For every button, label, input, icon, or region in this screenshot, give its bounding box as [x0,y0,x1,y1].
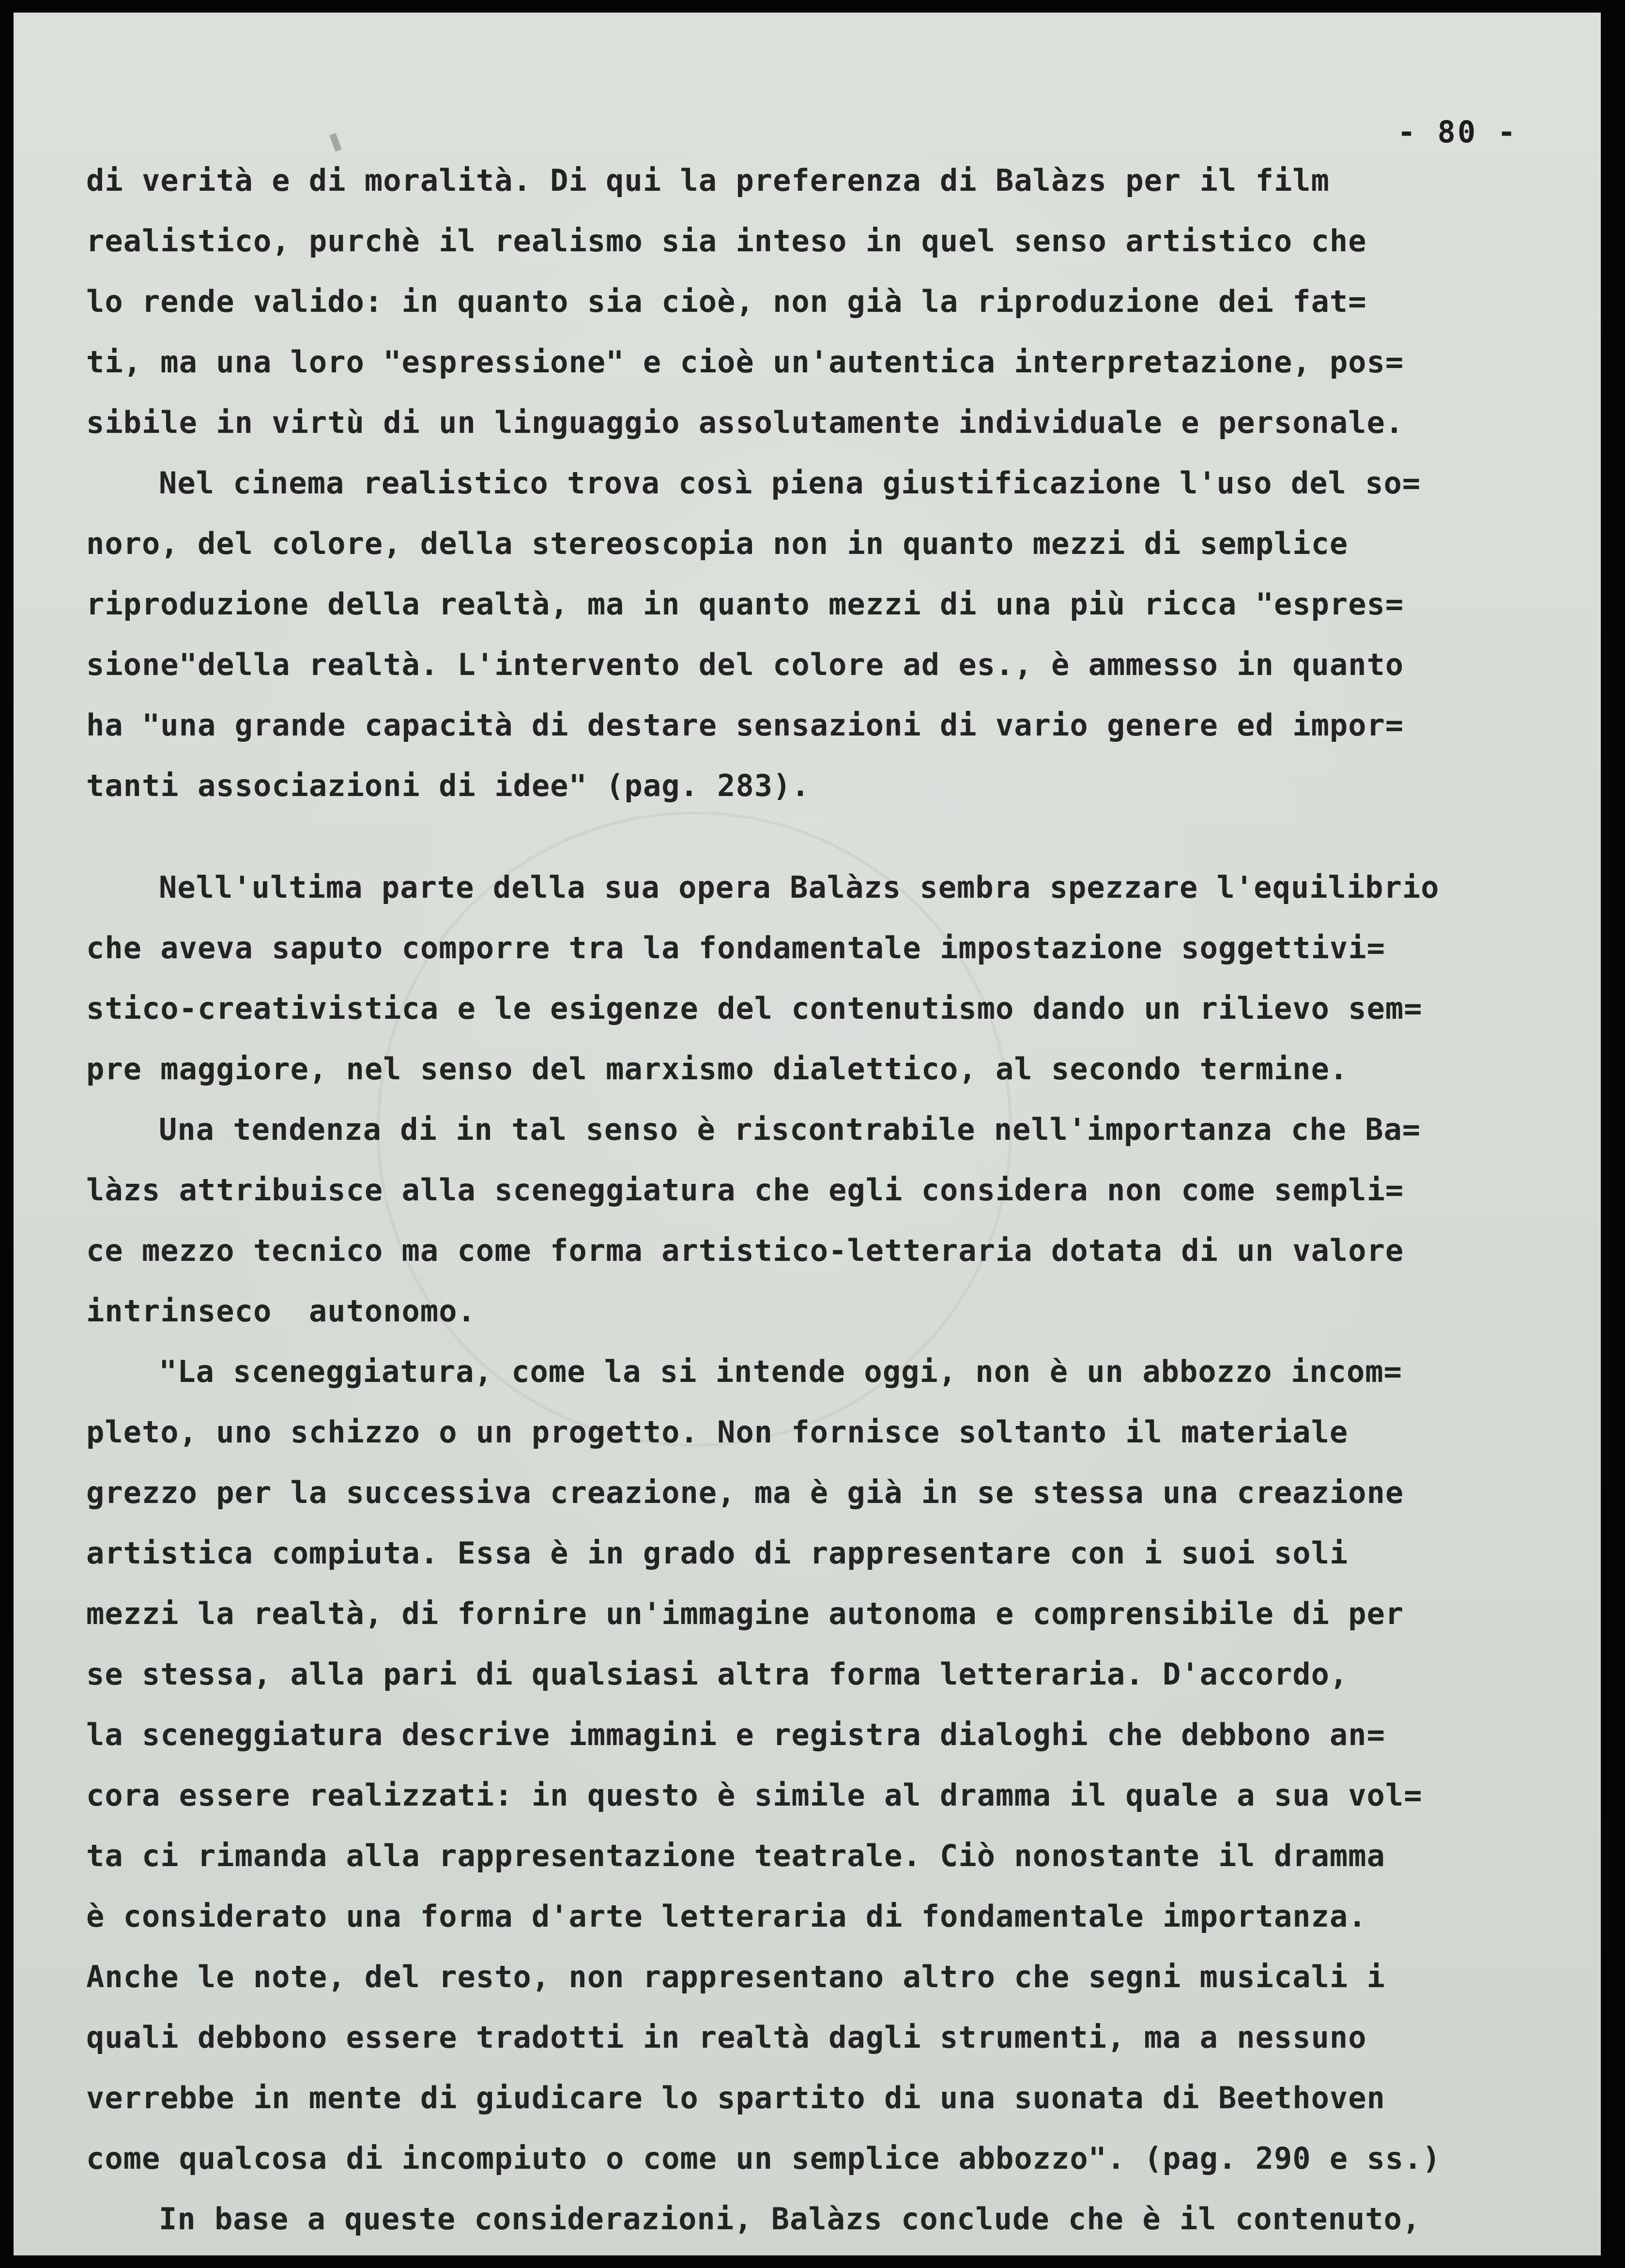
text-line: verrebbe in mente di giudicare lo spartito di una suonata di Beethoven [86,2080,1385,2115]
text-line: làzs attribuisce alla sceneggiatura che egli considera non come sempli= [86,1172,1404,1208]
text-line: stico-creativistica e le esigenze del contenutismo dando un rilievo sem= [86,991,1423,1026]
text-line: In base a queste considerazioni, Balàzs conclude che è il contenuto, [159,2201,1421,2237]
page-number: - 80 - [1397,114,1518,150]
text-line: Nell'ultima parte della sua opera Balàzs sembra spezzare l'equilibrio [159,870,1440,905]
text-line: pre maggiore, nel senso del marxismo dialettico, al secondo termine. [86,1051,1349,1087]
text-line: grezzo per la successiva creazione, ma è già in se stessa una creazione [86,1475,1404,1510]
text-line: ti, ma una loro "espressione" e cioè un'autentica interpretazione, pos= [86,344,1404,380]
text-line: tanti associazioni di idee" (pag. 283). [86,768,810,803]
document-page [14,13,1601,2255]
text-line: Una tendenza di in tal senso è riscontrabile nell'importanza che Ba= [159,1112,1421,1147]
text-line: ha "una grande capacità di destare sensazioni di vario genere ed impor= [86,707,1404,743]
text-line: intrinseco autonomo. [86,1293,476,1329]
text-line: sione"della realtà. L'intervento del colore ad es., è ammesso in quanto [86,647,1404,682]
text-line: mezzi la realtà, di fornire un'immagine autonoma e comprensibile di per [86,1596,1404,1631]
text-line: Nel cinema realistico trova così piena giustificazione l'uso del so= [159,465,1421,501]
text-line: che aveva saputo comporre tra la fondamentale impostazione soggettivi= [86,930,1385,965]
ink-mark [329,133,341,152]
text-line: realistico, purchè il realismo sia inteso in quel senso artistico che [86,223,1367,259]
text-line: lo rende valido: in quanto sia cioè, non già la riproduzione dei fat= [86,284,1367,319]
text-line: "La sceneggiatura, come la si intende oggi, non è un abbozzo incom= [159,1354,1402,1389]
text-line: è considerato una forma d'arte letteraria di fondamentale importanza. [86,1899,1367,1934]
text-line: la sceneggiatura descrive immagini e registra dialoghi che debbono an= [86,1717,1385,1752]
text-line: cora essere realizzati: in questo è simile al dramma il quale a sua vol= [86,1778,1423,1813]
text-line: ta ci rimanda alla rappresentazione teatrale. Ciò nonostante il dramma [86,1838,1385,1873]
text-line: noro, del colore, della stereoscopia non in quanto mezzi di semplice [86,526,1349,561]
text-line: ce mezzo tecnico ma come forma artistico-letteraria dotata di un valore [86,1233,1404,1268]
text-line: se stessa, alla pari di qualsiasi altra forma letteraria. D'accordo, [86,1656,1349,1692]
text-line: quali debbono essere tradotti in realtà dagli strumenti, ma a nessuno [86,2020,1367,2055]
text-line: sibile in virtù di un linguaggio assolutamente individuale e personale. [86,405,1404,440]
text-line: Anche le note, del resto, non rappresentano altro che segni musicali i [86,1959,1385,1994]
text-line: di verità e di moralità. Di qui la preferenza di Balàzs per il film [86,163,1330,198]
text-line: pleto, uno schizzo o un progetto. Non fornisce soltanto il materiale [86,1414,1349,1450]
text-line: artistica compiuta. Essa è in grado di rappresentare con i suoi soli [86,1535,1349,1571]
text-line: come qualcosa di incompiuto o come un semplice abbozzo". (pag. 290 e ss.) [86,2141,1441,2176]
text-line: riproduzione della realtà, ma in quanto mezzi di una più ricca "espres= [86,586,1404,622]
